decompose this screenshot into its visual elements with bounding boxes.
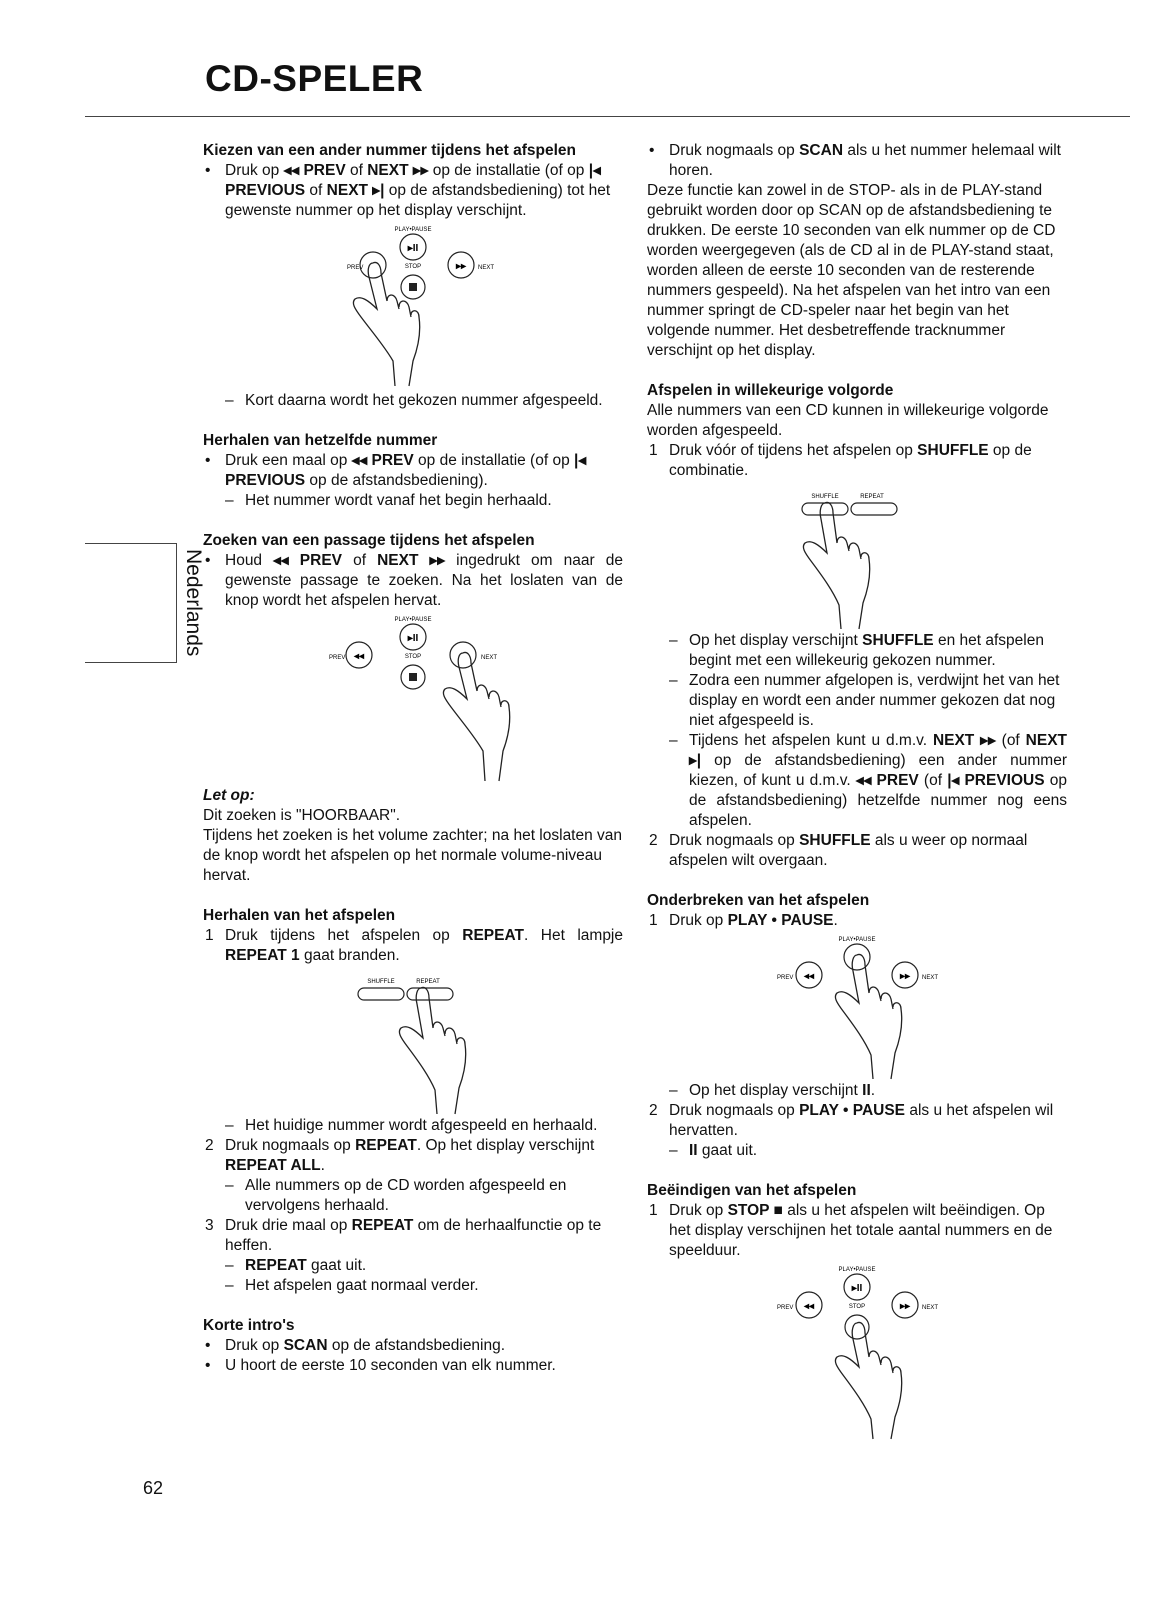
bullet-item: • Houd ◂◂ PREV of NEXT ▸▸ ingedrukt om naar de gewenste passage te zoeken. Na het loslaten van de knop wordt het afspelen hervat. (205, 552, 623, 609)
hand-icon (399, 987, 465, 1114)
bullet-item: • U hoort de eerste 10 seconden van elk nummer. (205, 1357, 556, 1374)
section-heading: Beëindigen van het afspelen (647, 1182, 857, 1199)
svg-text:STOP: STOP (404, 654, 422, 660)
section-heading: Herhalen van het afspelen (203, 907, 396, 924)
hand-icon (803, 502, 869, 629)
dash-item: – REPEAT gaat uit. (225, 1257, 367, 1274)
next-label: NEXT (478, 265, 495, 271)
svg-text:▸II: ▸II (407, 243, 419, 254)
page-number: 62 (143, 1478, 164, 1498)
prev-icon (360, 252, 386, 278)
title-rule (85, 116, 1130, 117)
step-item: 2 Druk nogmaals op SHUFFLE als u weer op normaal afspelen wilt overgaan. (649, 832, 1028, 869)
step-item: 1 Druk tijdens het afspelen op REPEAT. Het lampje REPEAT 1 gaat branden. (205, 927, 624, 964)
bullet-item: • Druk een maal op ◂◂ PREV op de installatie (of op |◂ PREVIOUS op de afstandsbediening). (205, 452, 587, 489)
play-pause-icon (844, 944, 870, 970)
right-column (647, 141, 1067, 1441)
section-heading: Zoeken van een passage tijdens het afspelen (203, 532, 535, 549)
svg-text:PREV: PREV (777, 1305, 794, 1311)
remote-buttons-figure (747, 1261, 967, 1441)
svg-text:▸II: ▸II (851, 1283, 863, 1294)
svg-text:REPEAT: REPEAT (860, 494, 884, 500)
bullet-item: • Druk op ◂◂ PREV of NEXT ▸▸ op de installatie (of op |◂ PREVIOUS of NEXT ▸| op de afstandsbediening) tot het gewenste nummer op het display verschijnt. (205, 162, 611, 219)
prev-label: PREV (347, 265, 364, 271)
section-heading: Korte intro's (203, 1317, 295, 1334)
shuffle-button-icon (358, 988, 404, 1000)
dash-item: – Het huidige nummer wordt afgespeeld en herhaald. (225, 1117, 598, 1134)
shuffle-label: SHUFFLE (367, 979, 395, 985)
dash-item: – Het afspelen gaat normaal verder. (225, 1277, 479, 1294)
svg-text:◂◂: ◂◂ (803, 1301, 815, 1312)
shuffle-button-icon (802, 503, 848, 515)
svg-text:SHUFFLE: SHUFFLE (811, 494, 839, 500)
remote-buttons-figure (303, 611, 523, 786)
note-heading: Let op: (203, 787, 255, 804)
section-heading: Afspelen in willekeurige volgorde (647, 382, 894, 399)
dash-item: – Op het display verschijnt SHUFFLE en het afspelen begint met een willekeurig gekozen nummer. (669, 632, 1044, 669)
step-item: 2 Druk nogmaals op REPEAT. Op het display verschijnt REPEAT ALL. (205, 1137, 595, 1174)
dash-item: – Het nummer wordt vanaf het begin herhaald. (225, 492, 552, 509)
repeat-button-icon (851, 503, 897, 515)
section-heading: Onderbreken van het afspelen (647, 892, 870, 909)
step-item: 1 Druk op STOP ■ als u het afspelen wilt beëindigen. Op het display verschijnen het totale aantal nummers en de speelduur. (649, 1202, 1053, 1259)
svg-text:◂◂: ◂◂ (803, 971, 815, 982)
shuffle-repeat-figure (747, 481, 967, 631)
remote-buttons-figure (303, 221, 523, 391)
svg-text:◂◂: ◂◂ (353, 651, 365, 662)
bullet-item: • Druk nogmaals op SCAN als u het nummer helemaal wilt horen. (649, 142, 1061, 179)
note-text: Dit zoeken is "HOORBAAR". (203, 807, 401, 824)
language-label: Nederlands (182, 549, 205, 657)
svg-text:PREV: PREV (329, 655, 346, 661)
svg-text:▸▸: ▸▸ (899, 1301, 911, 1312)
dash-item: – Op het display verschijnt II. (669, 1082, 876, 1099)
svg-text:▸▸: ▸▸ (455, 261, 467, 272)
step-item: 2 Druk nogmaals op PLAY • PAUSE als u het afspelen wil hervatten. (649, 1102, 1054, 1139)
hand-icon (835, 1322, 901, 1439)
language-tab (85, 543, 205, 663)
dash-item: – Zodra een nummer afgelopen is, verdwijnt het van het display en wordt een ander nummer gekozen dat nog niet afgespeeld is. (669, 672, 1060, 729)
stop-label: STOP (404, 264, 422, 270)
body-paragraph: Alle nummers van een CD kunnen in willekeurige volgorde worden afgespeeld. (647, 402, 1049, 439)
shuffle-repeat-figure (303, 966, 523, 1116)
svg-text:PLAY•PAUSE: PLAY•PAUSE (838, 1267, 876, 1273)
note-text: Tijdens het zoeken is het volume zachter; na het loslaten van de knop wordt het afspelen op het normale volume-niveau hervat. (203, 827, 623, 884)
section-heading: Kiezen van een ander nummer tijdens het afspelen (203, 142, 576, 159)
play-pause-label: PLAY•PAUSE (394, 227, 432, 233)
dash-item: – Tijdens het afspelen kunt u d.m.v. NEXT ▸▸ (of NEXT ▸| op de afstandsbediening) een ander nummer kiezen, of kunt u d.m.v. ◂◂ PREV (of |◂ PREVIOUS op de afstandsbediening) hetzelfde nummer nog eens afspelen. (669, 732, 1067, 829)
svg-text:PLAY•PAUSE: PLAY•PAUSE (394, 617, 432, 623)
page-title: CD-SPELER (205, 58, 424, 99)
step-item: 1 Druk vóór of tijdens het afspelen op SHUFFLE op de combinatie. (649, 442, 1032, 479)
svg-text:NEXT: NEXT (922, 1305, 939, 1311)
svg-text:PLAY•PAUSE: PLAY•PAUSE (838, 937, 876, 943)
svg-text:NEXT: NEXT (922, 975, 939, 981)
dash-item: – Kort daarna wordt het gekozen nummer afgespeeld. (225, 392, 603, 409)
bullet-item: • Druk op SCAN op de afstandsbediening. (205, 1337, 506, 1354)
repeat-label: REPEAT (416, 979, 440, 985)
svg-text:STOP: STOP (848, 1304, 866, 1310)
left-column (203, 141, 623, 1376)
svg-text:NEXT: NEXT (481, 655, 498, 661)
hand-icon (443, 652, 509, 781)
dash-item: – Alle nummers op de CD worden afgespeeld en vervolgens herhaald. (225, 1177, 567, 1214)
repeat-button-icon (407, 988, 453, 1000)
remote-buttons-figure (747, 931, 967, 1081)
section-heading: Herhalen van hetzelfde nummer (203, 432, 438, 449)
body-paragraph: Deze functie kan zowel in de STOP- als in de PLAY-stand gebruikt worden door op SCAN op de afstandsbediening te drukken. De eerste 10 seconden van elk nummer op de CD worden weergegeven (als de CD al in de PLAY-stand staat, worden alleen de eerste 10 seconden van de resterende nummers gespeeld). Na het afspelen van het intro van een nummer springt de CD-speler naar het begin van het volgende nummer. Het desbetreffende tracknummer verschijnt op het display. (647, 182, 1056, 359)
svg-text:▸II: ▸II (407, 633, 419, 644)
step-item: 1 Druk op PLAY • PAUSE. (649, 912, 838, 929)
svg-text:PREV: PREV (777, 975, 794, 981)
dash-item: – II gaat uit. (669, 1142, 758, 1159)
svg-text:▸▸: ▸▸ (899, 971, 911, 982)
next-icon (450, 642, 476, 668)
step-item: 3 Druk drie maal op REPEAT om de herhaalfunctie op te heffen. (205, 1217, 602, 1254)
hand-icon (353, 262, 422, 386)
